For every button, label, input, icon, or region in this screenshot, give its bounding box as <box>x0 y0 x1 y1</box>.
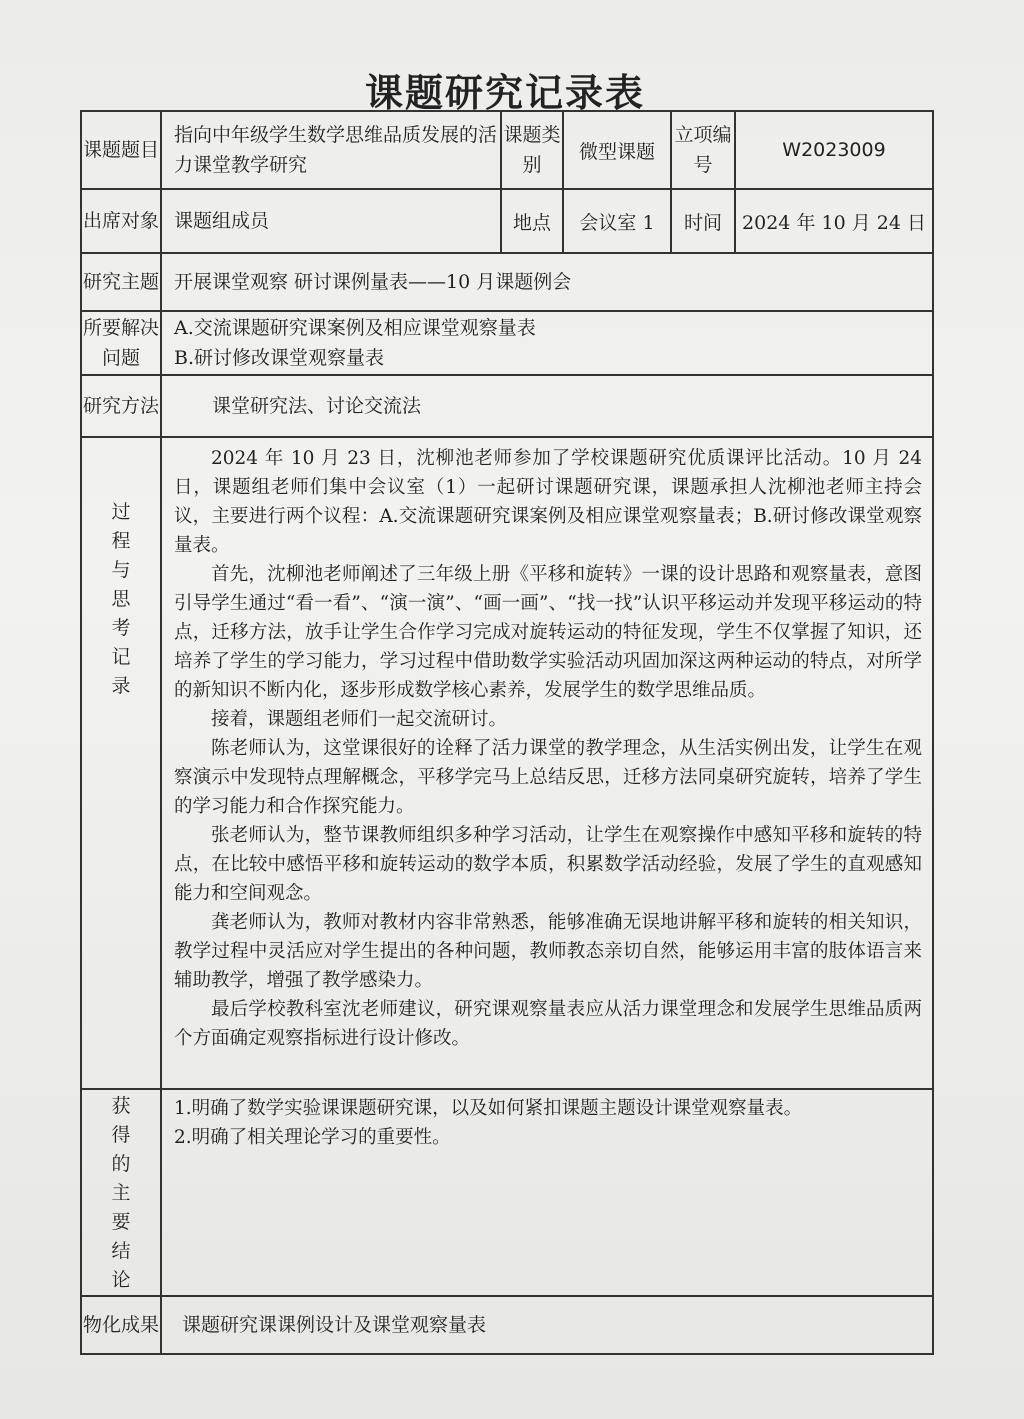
process-paragraph: 最后学校教科室沈老师建议，研究课观察量表应从活力课堂理念和发展学生思维品质两个方面确定观察指标进行设计修改。 <box>174 999 922 1049</box>
process-label <box>81 437 161 1089</box>
process-record <box>161 437 933 1089</box>
row-theme <box>81 253 933 311</box>
time-label: 时间 <box>671 189 735 253</box>
attendee-label: 出席对象 <box>81 189 161 253</box>
row-problems <box>81 311 933 375</box>
topic-value: 指向中年级学生数学思维品质发展的活力课堂教学研究 <box>161 111 501 189</box>
problem-a: A.交流课题研究课案例及相应课堂观察量表 <box>174 317 536 339</box>
project-no-value: W2023009 <box>735 111 933 189</box>
process-label-text: 过 程 与 思 考 记 录 <box>111 501 131 697</box>
process-paragraph: 张老师认为，整节课教师组织多种学习活动，让学生在观察操作中感知平移和旋转的特点，在比较中感悟平移和旋转运动的数学本质，积累数学活动经验，发展了学生的直观感知能力和空间观念。 <box>174 825 922 904</box>
row-method <box>81 375 933 437</box>
record-table <box>80 110 934 1355</box>
category-label: 课题类别 <box>501 111 563 189</box>
conclusion-item: 1.明确了数学实验课课题研究课，以及如何紧扣课题主题设计课堂观察量表。 <box>174 1098 803 1119</box>
page-title: 课题研究记录表 <box>364 70 645 115</box>
location-label: 地点 <box>501 189 563 253</box>
location-value: 会议室 1 <box>563 189 671 253</box>
problem-b: B.研讨修改课堂观察量表 <box>174 347 385 369</box>
category-value: 微型课题 <box>563 111 671 189</box>
theme-label: 研究主题 <box>81 253 161 311</box>
row-conclusion <box>81 1089 933 1296</box>
process-paragraph: 接着，课题组老师们一起交流研讨。 <box>211 709 508 730</box>
conclusion-item: 2.明确了相关理论学习的重要性。 <box>174 1127 451 1148</box>
row-topic <box>81 111 933 189</box>
outcome-label: 物化成果 <box>81 1296 161 1354</box>
problem-label: 所要解决问题 <box>81 311 161 375</box>
topic-label: 课题题目 <box>81 111 161 189</box>
theme-value: 开展课堂观察 研讨课例量表——10 月课题例会 <box>161 253 933 311</box>
process-paragraph: 2024 年 10 月 23 日，沈柳池老师参加了学校课题研究优质课评比活动。10 月 24 日，课题组老师们集中会议室（1）一起研讨课题研究课，课题承担人沈柳池老师主持会议，主要进行两个议程：A.交流课题研究课案例及相应课堂观察量表；B.研讨修改课堂观察量表。 <box>174 448 922 556</box>
process-paragraph: 陈老师认为，这堂课很好的诠释了活力课堂的教学理念，从生活实例出发，让学生在观察演示中发现特点理解概念，平移学完马上总结反思，迁移方法同桌研究旋转，培养了学生的学习能力和合作探究能力。 <box>174 738 922 817</box>
time-value: 2024 年 10 月 24 日 <box>735 189 933 253</box>
outcome-value: 课题研究课课例设计及课堂观察量表 <box>161 1296 933 1354</box>
process-paragraph: 龚老师认为，教师对教材内容非常熟悉，能够准确无误地讲解平移和旋转的相关知识，教学过程中灵活应对学生提出的各种问题，教师教态亲切自然，能够运用丰富的肢体语言来辅助教学，增强了教学感染力。 <box>174 912 922 991</box>
conclusion-value <box>161 1089 933 1296</box>
problem-value <box>161 311 933 375</box>
method-label: 研究方法 <box>81 375 161 437</box>
row-process <box>81 437 933 1089</box>
process-paragraph: 首先，沈柳池老师阐述了三年级上册《平移和旋转》一课的设计思路和观察量表，意图引导学生通过“看一看”、“演一演”、“画一画”、“找一找”认识平移运动并发现平移运动的特点，迁移方法，放手让学生合作学习完成对旋转运动的特征发现，学生不仅掌握了知识，还培养了学生的学习能力，学习过程中借助数学实验活动巩固加深这两种运动的特点，对所学的新知识不断内化，逐步形成数学核心素养，发展学生的数学思维品质。 <box>174 564 922 701</box>
attendee-value: 课题组成员 <box>161 189 501 253</box>
row-attendees <box>81 189 933 253</box>
method-value: 课堂研究法、讨论交流法 <box>161 375 933 437</box>
conclusion-label-text: 获 得 的 主 要 结 论 <box>111 1095 131 1291</box>
conclusion-label <box>81 1089 161 1296</box>
project-no-label: 立项编号 <box>671 111 735 189</box>
row-outcome <box>81 1296 933 1354</box>
